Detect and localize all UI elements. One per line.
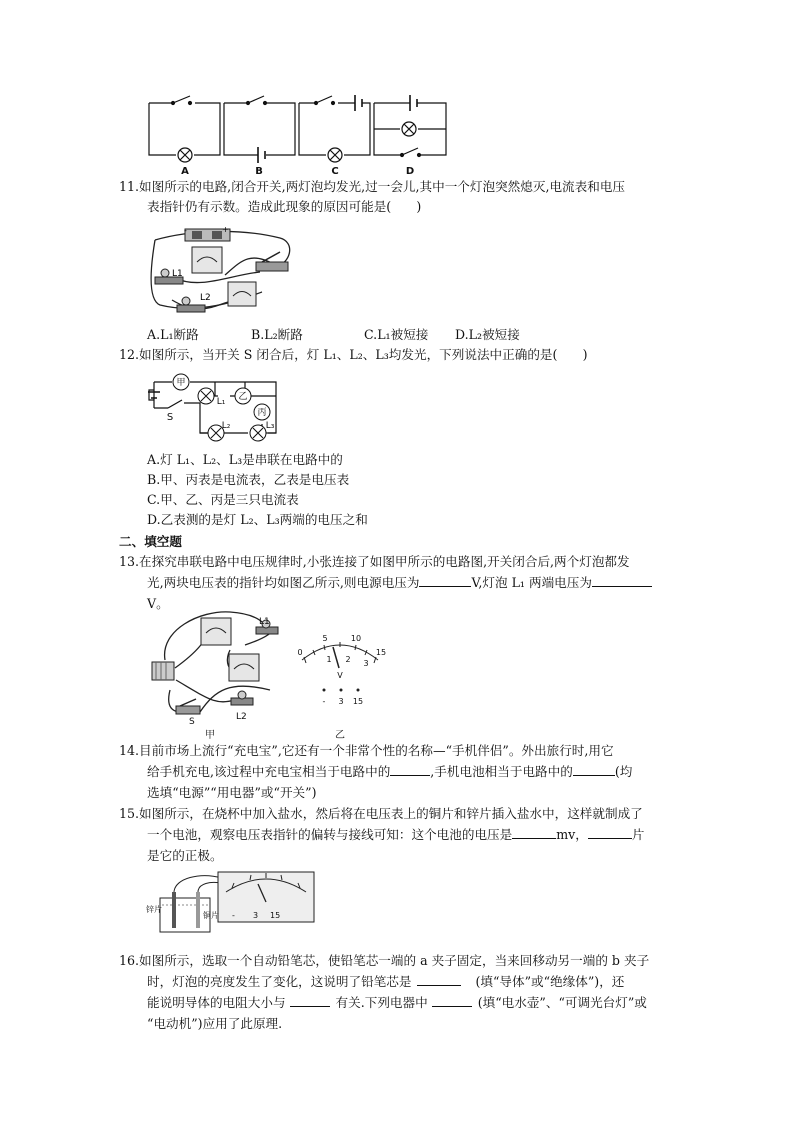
q12-option-c: C.甲、乙、丙是三只电流表 [147, 492, 299, 507]
q11-option-b: B.L₂断路 [251, 327, 303, 342]
dial-bot-1: 1 [326, 655, 332, 664]
q12-l1-label: L₁ [216, 397, 226, 407]
q13-l2-label: L2 [236, 712, 247, 722]
q15-copper-label: 铜片 [203, 911, 219, 920]
q11-option-a: A.L₁断路 [147, 327, 199, 342]
q15-zinc-label: 锌片 [146, 905, 162, 914]
q15-terminal-3: 3 [253, 911, 259, 920]
dial-top-10: 10 [350, 634, 362, 643]
dial-top-0: 0 [297, 648, 303, 657]
q11-l2-label: L2 [200, 293, 211, 303]
q12-l2-label: L₂ [221, 421, 231, 431]
q11-minus-label: - [184, 226, 187, 235]
option-b-label: B [255, 166, 263, 177]
q11-stem-line2: 表指针仍有示数。造成此现象的原因可能是( ) [147, 199, 422, 214]
q16-line1: 16.如图所示，选取一个自动铅笔芯，使铅笔芯一端的 a 夹子固定，当来回移动另一端的 b 夹子 [119, 953, 650, 968]
q13-l1-label: L1 [259, 617, 270, 627]
q12-stem: 12.如图所示，当开关 S 闭合后，灯 L₁、L₂、L₃均发光，下列说法中正确的是( ) [119, 347, 588, 362]
q16-line4: “电动机”)应用了此原理. [147, 1016, 283, 1031]
dial-bot-3: 3 [363, 659, 369, 668]
q12-bing-label: 丙 [257, 408, 267, 418]
q13-s-label: S [189, 717, 195, 727]
q12-option-b: B.甲、丙表是电流表，乙表是电压表 [147, 472, 350, 487]
q11-l1-label: L1 [172, 269, 183, 279]
section-title: 二、填空题 [119, 534, 182, 549]
q12-s-label: S [166, 412, 174, 423]
q12-option-a: A.灯 L₁、L₂、L₃是串联在电路中的 [147, 452, 343, 467]
q13-line1: 13.在探究串联电路中电压规律时,小张连接了如图甲所示的电路图,开关闭合后,两个灯泡都发 [119, 554, 630, 569]
q11-plus-label: + [222, 225, 229, 234]
dial-top-15: 15 [375, 648, 387, 657]
q14-line3: 选填“电源”“用电器”或“开关”) [147, 785, 317, 800]
q16-line2: 时，灯泡的亮度发生了变化，这说明了铅笔芯是 (填“导体”或“绝缘体”)，还 [147, 974, 625, 989]
q13-yi-label: 乙 [335, 730, 345, 741]
q15-line2: 一个电池，观察电压表指针的偏转与接线可知：这个电池的电压是 mv， 片 [147, 827, 645, 842]
option-c-label: C [331, 166, 339, 177]
terminal-15: 15 [352, 697, 364, 706]
q11-option-c: C.L₁被短接 [364, 327, 429, 342]
q11-stem-line1: 11.如图所示的电路,闭合开关,两灯泡均发光,过一会儿,其中一个灯泡突然熄灭,电流表和电压 [119, 179, 626, 194]
dial-top-5: 5 [322, 634, 328, 643]
q12-jia-label: 甲 [176, 378, 186, 388]
q12-l3-label: L₃ [265, 421, 275, 431]
q13-jia-label: 甲 [205, 730, 215, 741]
terminal-minus: - [322, 697, 326, 706]
q16-blank-3[interactable] [432, 994, 472, 1007]
option-a-label: A [181, 166, 189, 177]
q15-terminal-minus: - [232, 911, 235, 920]
q13-line2: 光,两块电压表的指针均如图乙所示,则电源电压为 V,灯泡 L₁ 两端电压为 [147, 574, 652, 592]
dial-v-label: V [337, 671, 343, 680]
q16-line3: 能说明导体的电阻大小与 有关.下列电器中 (填“电水壶”、“可调光台灯”或 [147, 995, 647, 1010]
q15-terminal-15: 15 [270, 911, 281, 920]
q14-line1: 14.目前市场上流行“充电宝”,它还有一个非常个性的名称—“手机伴侣”。外出旅行时,用它 [119, 743, 614, 758]
q11-option-d: D.L₂被短接 [455, 327, 520, 342]
q15-line3: 是它的正极。 [147, 848, 223, 863]
dial-bot-2: 2 [345, 655, 351, 664]
q12-option-d: D.乙表测的是灯 L₂、L₃两端的电压之和 [147, 512, 368, 527]
option-d-label: D [405, 166, 415, 177]
q16-blank-1[interactable] [417, 973, 461, 986]
q14-line2: 给手机充电,该过程中充电宝相当于电路中的 ,手机电池相当于电路中的 (均 [147, 764, 633, 779]
q12-yi-label: 乙 [238, 392, 248, 402]
q13-line3: V。 [147, 596, 169, 611]
q15-line1: 15.如图所示，在烧杯中加入盐水，然后将在电压表上的铜片和锌片插入盐水中，这样就制成了 [119, 806, 643, 821]
terminal-3: 3 [338, 697, 344, 706]
q16-blank-2[interactable] [290, 994, 330, 1007]
